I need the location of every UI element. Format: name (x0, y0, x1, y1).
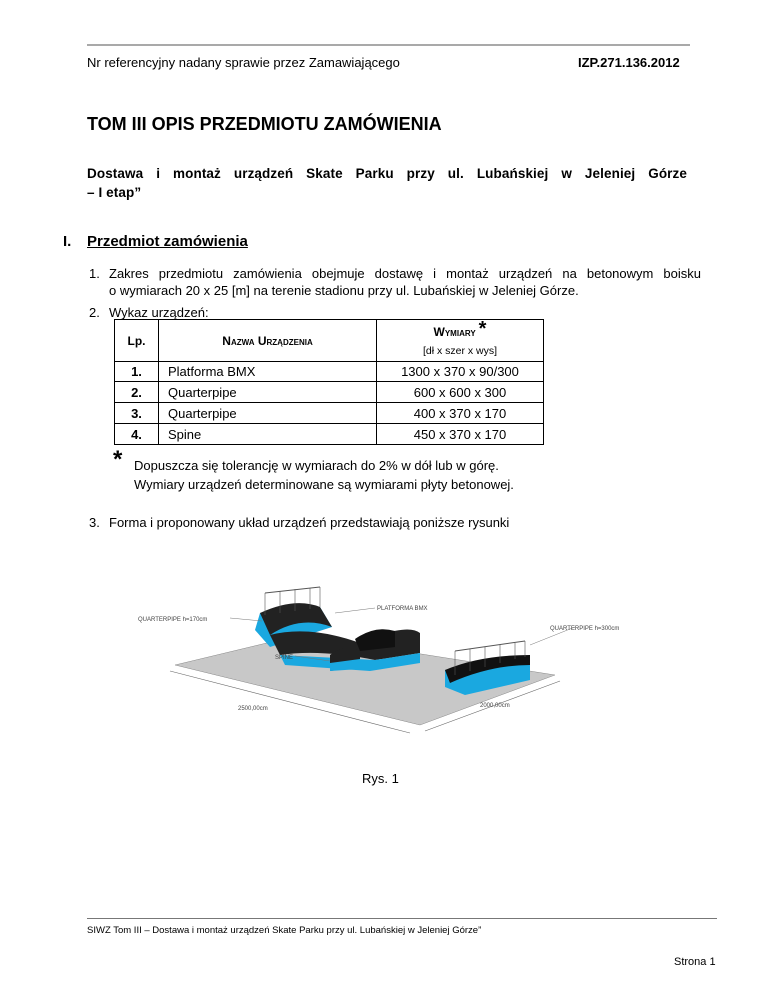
subtitle-line-2: – I etap” (87, 185, 142, 200)
header-dimensions-note: [dł x szer x wys] (422, 345, 498, 357)
skatepark-drawing (120, 585, 620, 755)
cell-dimensions: 400 x 370 x 170 (377, 403, 544, 424)
figure-caption: Rys. 1 (362, 771, 399, 786)
cell-dimensions: 450 x 370 x 170 (377, 424, 544, 445)
section-number: I. (63, 233, 72, 250)
section-title: Przedmiot zamówienia (87, 233, 248, 250)
list-item-text: Forma i proponowany układ urządzeń przedstawiają poniższe rysunki (109, 515, 510, 530)
cell-lp: 3. (115, 403, 159, 424)
reference-number: IZP.271.136.2012 (578, 55, 680, 70)
cell-name: Spine (159, 424, 377, 445)
label-spine: SPINE (275, 655, 294, 661)
header-rule (87, 44, 690, 46)
header-name: Nazwa Urządzenia (159, 320, 377, 362)
table-row (115, 403, 544, 424)
label-quarterpipe-left: QUARTERPIPE h=170cm (138, 617, 208, 623)
cell-name: Quarterpipe (159, 403, 377, 424)
dimension-width-label: 2500,00cm (238, 706, 268, 712)
footer-rule (87, 918, 717, 919)
section-heading (63, 233, 248, 250)
footnote-line: Dopuszcza się tolerancję w wymiarach do 2% w dół lub w górę. (134, 458, 499, 473)
cell-name: Quarterpipe (159, 382, 377, 403)
table-row (115, 362, 544, 382)
list-item-text: Wykaz urządzeń: (109, 305, 209, 320)
header-lp: Lp. (115, 320, 159, 362)
table-header-row (115, 320, 544, 362)
table-row (115, 382, 544, 403)
label-platform: PLATFORMA BMX (377, 606, 428, 612)
footer-text: SIWZ Tom III – Dostawa i montaż urządzeń Skate Parku przy ul. Lubańskiej w Jeleniej Górze” (87, 925, 482, 936)
document-subtitle (87, 164, 687, 202)
document-title: TOM III OPIS PRZEDMIOTU ZAMÓWIENIA (87, 114, 442, 134)
list-item-text (109, 265, 701, 299)
cell-lp: 2. (115, 382, 159, 403)
dimension-depth-label: 2000,00cm (480, 703, 510, 709)
devices-table (114, 319, 544, 445)
cell-lp: 1. (115, 362, 159, 382)
cell-dimensions: 600 x 600 x 300 (377, 382, 544, 403)
header-dimensions-star: * (478, 318, 487, 340)
list-item-number: 1. (89, 266, 100, 281)
footnote-line: Wymiary urządzeń determinowane są wymiarami płyty betonowej. (134, 477, 514, 492)
label-quarterpipe-right: QUARTERPIPE h=300cm (550, 626, 620, 632)
header-dimensions (377, 320, 544, 362)
page-number: Strona 1 (674, 956, 716, 968)
table-row (115, 424, 544, 445)
footnote (134, 456, 514, 494)
list-item-line: Zakres przedmiotu zamówienia obejmuje dostawę i montaż urządzeń na betonowym boisku (109, 266, 701, 281)
cell-name: Platforma BMX (159, 362, 377, 382)
cell-lp: 4. (115, 424, 159, 445)
list-item-line: o wymiarach 20 x 25 [m] na terenie stadionu przy ul. Lubańskiej w Jeleniej Górze. (109, 283, 579, 298)
subtitle-line-1: Dostawa i montaż urządzeń Skate Parku przy ul. Lubańskiej w Jeleniej Górze (87, 166, 687, 181)
list-item-number: 3. (89, 515, 100, 530)
footnote-star: * (113, 446, 123, 473)
list-item-number: 2. (89, 305, 100, 320)
header-dimensions-label: Wymiary (433, 325, 476, 339)
reference-label: Nr referencyjny nadany sprawie przez Zamawiającego (87, 55, 400, 70)
cell-dimensions: 1300 x 370 x 90/300 (377, 362, 544, 382)
